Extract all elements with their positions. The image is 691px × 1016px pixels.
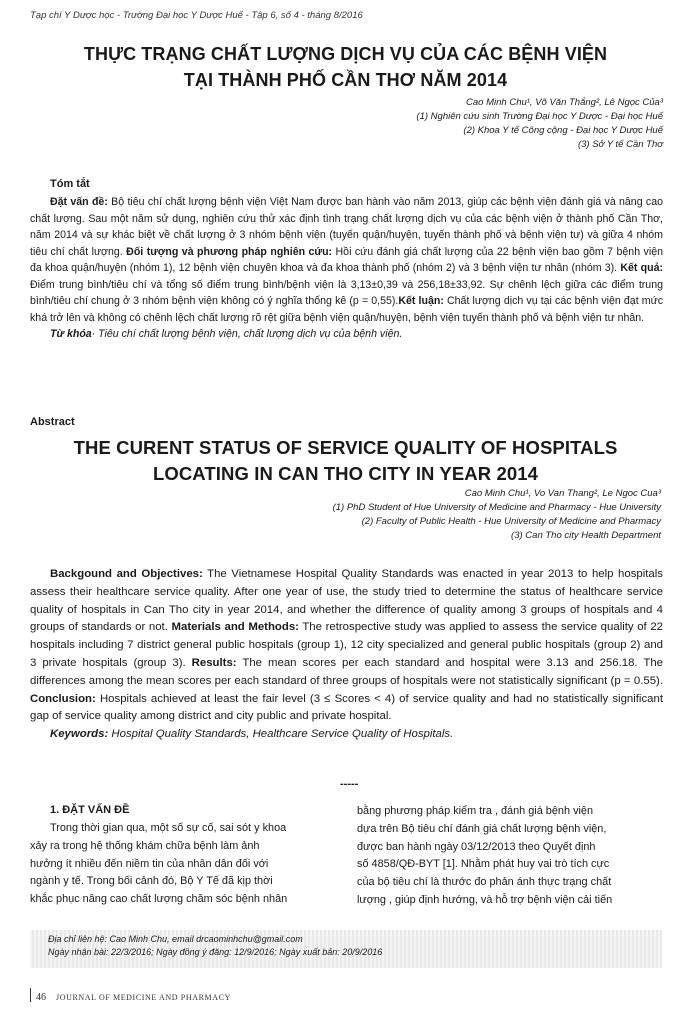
en-affiliation-3: (3) Can Tho city Health Department <box>511 530 661 541</box>
en-abstract-heading: Abstract <box>30 416 75 428</box>
vi-abstract <box>30 194 663 343</box>
en-affiliation-1: (1) PhD Student of Hue University of Medicine and Pharmacy - Hue University <box>332 502 661 513</box>
body-left-line: khắc phục nâng cao chất lượng chăm sóc bệnh nhân <box>30 893 288 906</box>
journal-name: JOURNAL OF MEDICINE AND PHARMACY <box>56 993 231 1002</box>
section-divider: ----- <box>340 778 359 790</box>
body-left-column <box>30 820 338 909</box>
body-right-line: dựa trên Bộ tiêu chí đánh giá chất lượng bệnh viện, <box>357 822 607 835</box>
en-methods-text: The retrospective study was applied to assess the service quality of 22 hospitals including 7 district general public hospitals (group 1), 12 city specialized and general public hospitals (group 2) and 3 private hospitals (group 3). <box>30 621 663 669</box>
en-keywords <box>30 726 663 744</box>
footer-rule <box>30 988 31 1002</box>
vi-methods-text: Hồi cứu đánh giá chất lượng của 22 bệnh viện bao gồm 7 bệnh viện đa khoa quận/huyện (nhóm 1), 12 bệnh viện chuyên khoa và đa khoa thành phố (nhóm 2) và 3 bệnh viện tư nhân (nhóm 3). <box>30 245 663 274</box>
en-authors: Cao Minh Chu¹, Vo Van Thang², Le Ngoc Cua³ <box>464 488 661 499</box>
vi-affiliation-2: (2) Khoa Y tế Công cộng - Đại học Y Dược Huế <box>463 125 663 136</box>
running-head: Tạp chí Y Dược học - Trường Đại học Y Dược Huế - Tập 6, số 4 - tháng 8/2016 <box>30 10 363 21</box>
vi-keywords-label: Từ khóa <box>50 328 92 340</box>
vi-title-line-1: THỰC TRẠNG CHẤT LƯỢNG DỊCH VỤ CỦA CÁC BỆNH VIỆN <box>83 44 608 64</box>
en-conclusion-label: Conclusion: <box>30 692 96 705</box>
vi-methods-label: Đối tượng và phương pháp nghiên cứu: <box>122 245 333 258</box>
en-affiliation-2: (2) Faculty of Public Health - Hue University of Medicine and Pharmacy <box>361 516 661 527</box>
en-title-line-1: THE CURENT STATUS OF SERVICE QUALITY OF HOSPITALS <box>73 437 618 458</box>
vi-authors: Cao Minh Chu¹, Võ Văn Thắng², Lê Ngọc Của³ <box>466 97 663 108</box>
page-footer <box>36 992 231 1003</box>
body-left-line: xảy ra trong hệ thống khám chữa bệnh làm ảnh <box>30 839 260 852</box>
footnote-dates: Ngày nhận bài: 22/3/2016; Ngày đồng ý đăng: 12/9/2016; Ngày xuất bản: 20/9/2016 <box>48 947 383 957</box>
vi-keywords-text: · Tiêu chí chất lượng bệnh viện, chất lượng dịch vụ của bệnh viện. <box>91 328 403 340</box>
body-right-line: bằng phương pháp kiểm tra , đánh giá bệnh viện <box>357 805 594 817</box>
en-results-text: The mean scores per each standard and hospital were 3.13 and 256.18. The differences among the mean scores per each standard of three groups of hospitals were not statistically significant (p = 0.55). <box>30 656 664 687</box>
vi-keywords <box>30 326 663 343</box>
body-left-line: hưởng ít nhiều đến niềm tin của nhân dân đối với <box>30 857 269 870</box>
body-right-line: số 4858/QĐ-BYT [1]. Nhằm phát huy vai trò tích cực <box>357 858 610 871</box>
en-abstract <box>30 566 663 744</box>
body-right-column <box>357 803 663 910</box>
vi-results-text: Điểm trung bình/tiêu chí và tổng số điểm trung bình/bệnh viện là 3,13±0,39 và 256,18±33,92. Sự chênh lệch giữa các điểm trung bình/tiêu chí chung ở 3 nhóm bệnh viện không có ý nghĩa thống kê (p = 0,55). <box>30 278 663 307</box>
en-title-line-2: LOCATING IN CAN THO CITY IN YEAR 2014 <box>152 463 539 484</box>
en-conclusion-text: Hospitals achieved at least the fair level (3 ≤ Scores < 4) of service quality and had no statistically significant gap of service quality among district and city public and private hospital. <box>30 692 663 723</box>
en-author-block <box>333 487 661 543</box>
en-keywords-text: Hospital Quality Standards, Healthcare Service Quality of Hospitals. <box>108 728 454 741</box>
en-keywords-label: Keywords: <box>50 728 109 741</box>
body-left-line: ngành y tế. Trong bối cảnh đó, Bộ Y Tế đã kịp thời <box>30 875 273 888</box>
en-methods-label: Materials and Methods: <box>167 621 299 634</box>
en-bg-label: Backgound and Objectives: <box>50 568 203 580</box>
body-left-line: Trong thời gian qua, một số sự cố, sai sót y khoa <box>50 822 287 834</box>
page-number: 46 <box>36 992 46 1003</box>
vi-bg-text: Bộ tiêu chí chất lượng bệnh viện Việt Nam được ban hành vào năm 2013, giúp các bệnh viện đánh giá và nâng cao chất lượng. Sau một năm sử dụng, nghiên cứu thử xác định tình trạng chất lượng dịch vụ của các bệnh viện ở thành phố Cần Thơ, năm 2014 và sự khác biệt về chất lượng ở 3 nhóm bệnh viện (tuyến quận/huyện, tuyến thành phố và bệnh viện tư) và giữa 4 nhóm tiêu chí chất lượng. <box>30 196 663 258</box>
vi-title-line-2: TẠI THÀNH PHỐ CẦN THƠ NĂM 2014 <box>183 70 508 90</box>
vi-results-label: Kết quả: <box>617 262 663 274</box>
en-bg-text: The Vietnamese Hospital Quality Standards was enacted in year 2013 to help hospitals assess their healthcare service quality. After one year of use, the study tried to determine the status of healthcare service quality of hospitals in Can Tho city in year 2014, and whether the difference of quality among 3 groups of hospitals and 4 groups of standards or not. <box>30 568 663 634</box>
footnote-box <box>30 930 662 968</box>
vi-summary-heading: Tóm tắt <box>50 178 90 190</box>
vi-affiliation-1: (1) Nghiên cứu sinh Trường Đại học Y Dược - Đại học Huế <box>416 111 663 122</box>
section-1-heading: 1. ĐẶT VẤN ĐỀ <box>50 804 130 816</box>
vi-affiliation-3: (3) Sở Y tế Cần Thơ <box>577 139 663 150</box>
en-results-label: Results: <box>185 656 237 669</box>
vi-author-block <box>416 96 663 152</box>
vi-conclusion-text: Chất lượng dịch vụ tại các bệnh viện đạt mức khá trở lên và không có chênh lệch chất lượng rõ rệt giữa bệnh viện quận/huyện, bệnh viện tuyến thành phố và bệnh viện tư nhân. <box>30 295 663 324</box>
body-right-line: lượng , giúp định hướng, và hỗ trợ bệnh viện cải tiến <box>357 893 613 906</box>
vi-bg-label: Đặt vấn đề: <box>50 196 108 208</box>
vi-conclusion-label: Kết luận: <box>398 295 444 307</box>
body-right-line: của bộ tiêu chí là thước đo phản ánh thực trạng chất <box>357 876 612 889</box>
body-right-line: được ban hành ngày 03/12/2013 theo Quyết định <box>357 840 596 853</box>
footnote-contact: Địa chỉ liên hệ: Cao Minh Chu, email drcaominhchu@gmail.com <box>48 934 303 944</box>
